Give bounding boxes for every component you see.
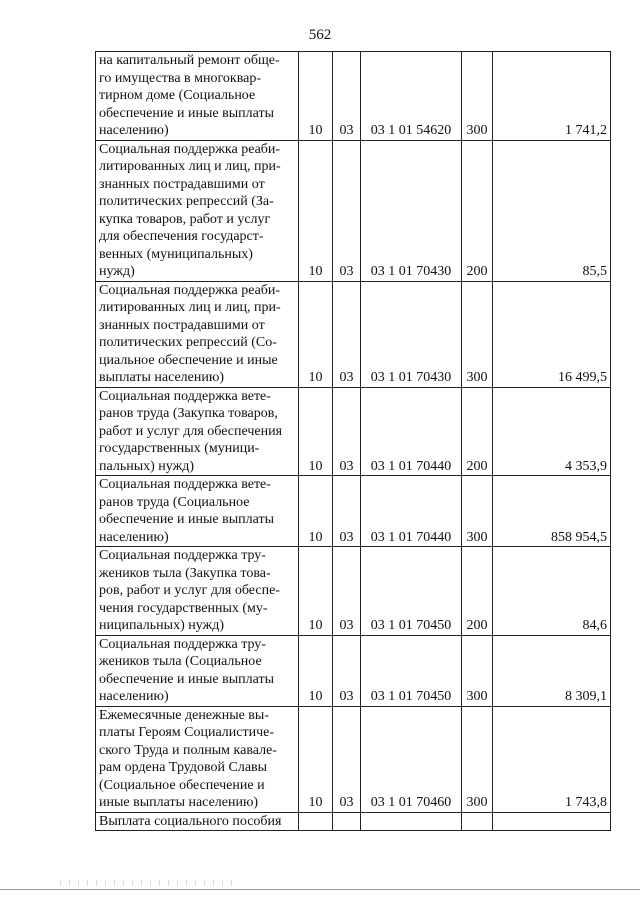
table-row [96,52,611,141]
row-description: Выплата социального пособия [96,812,299,831]
amount: 1 741,2 [493,52,611,141]
target-article-code: 03 1 01 70450 [361,547,462,636]
table-row [96,547,611,636]
table-row [96,281,611,387]
row-description: Социальная поддержка реаби- литированных лиц и лиц, при- знанных пострадавшими от политических репрессий (Со- циальное обеспечение и иные выплаты населению) [96,281,299,387]
section-code: 10 [299,140,333,281]
amount: 4 353,9 [493,387,611,476]
budget-table-body [96,52,611,831]
section-code: 10 [299,706,333,812]
row-description: Социальная поддержка тру- жеников тыла (Закупка това- ров, работ и услуг для обеспе- чения государственных (му- ниципальных) нужд) [96,547,299,636]
subsection-code: 03 [333,281,361,387]
expense-type-code: 300 [462,52,493,141]
amount: 84,6 [493,547,611,636]
expense-type-code: 300 [462,476,493,547]
subsection-code: 03 [333,706,361,812]
table-row [96,140,611,281]
section-code: 10 [299,281,333,387]
row-description: Социальная поддержка реаби- литированных лиц и лиц, при- знанных пострадавшими от политических репрессий (За- купка товаров, работ и услуг для обеспечения государст- венных (муниципальных) нужд) [96,140,299,281]
target-article-code: 03 1 01 70450 [361,635,462,706]
scan-edge-line [0,889,640,890]
row-description: Ежемесячные денежные вы- платы Героям Социалистиче- ского Труда и полным кавале- рам ордена Трудовой Славы (Социальное обеспечение и иные выплаты населению) [96,706,299,812]
section-code: 10 [299,547,333,636]
subsection-code: 03 [333,52,361,141]
section-code [299,812,333,831]
target-article-code [361,812,462,831]
subsection-code: 03 [333,140,361,281]
expense-type-code: 300 [462,281,493,387]
table-row [96,387,611,476]
target-article-code: 03 1 01 70440 [361,476,462,547]
table-row [96,706,611,812]
page-number: 562 [308,27,332,43]
section-code: 10 [299,635,333,706]
row-description: на капитальный ремонт обще- го имущества в многоквар- тирном доме (Социальное обеспечение и иные выплаты населению) [96,52,299,141]
expense-type-code: 200 [462,547,493,636]
target-article-code: 03 1 01 70460 [361,706,462,812]
section-code: 10 [299,52,333,141]
row-description: Социальная поддержка вете- ранов труда (Социальное обеспечение и иные выплаты населению) [96,476,299,547]
expense-type-code: 300 [462,635,493,706]
target-article-code: 03 1 01 70440 [361,387,462,476]
table-row [96,812,611,831]
target-article-code: 03 1 01 70430 [361,140,462,281]
section-code: 10 [299,476,333,547]
amount: 16 499,5 [493,281,611,387]
subsection-code [333,812,361,831]
amount: 85,5 [493,140,611,281]
amount [493,812,611,831]
amount: 8 309,1 [493,635,611,706]
budget-table [95,51,611,831]
section-code: 10 [299,387,333,476]
row-description: Социальная поддержка тру- жеников тыла (Социальное обеспечение и иные выплаты населению) [96,635,299,706]
subsection-code: 03 [333,476,361,547]
subsection-code: 03 [333,547,361,636]
subsection-code: 03 [333,635,361,706]
scan-noise [60,880,240,886]
expense-type-code: 200 [462,387,493,476]
table-row [96,635,611,706]
expense-type-code: 300 [462,706,493,812]
amount: 858 954,5 [493,476,611,547]
target-article-code: 03 1 01 70430 [361,281,462,387]
row-description: Социальная поддержка вете- ранов труда (Закупка товаров, работ и услуг для обеспечения государственных (муници- пальных) нужд) [96,387,299,476]
table-row [96,476,611,547]
target-article-code: 03 1 01 54620 [361,52,462,141]
subsection-code: 03 [333,387,361,476]
expense-type-code: 200 [462,140,493,281]
expense-type-code [462,812,493,831]
amount: 1 743,8 [493,706,611,812]
